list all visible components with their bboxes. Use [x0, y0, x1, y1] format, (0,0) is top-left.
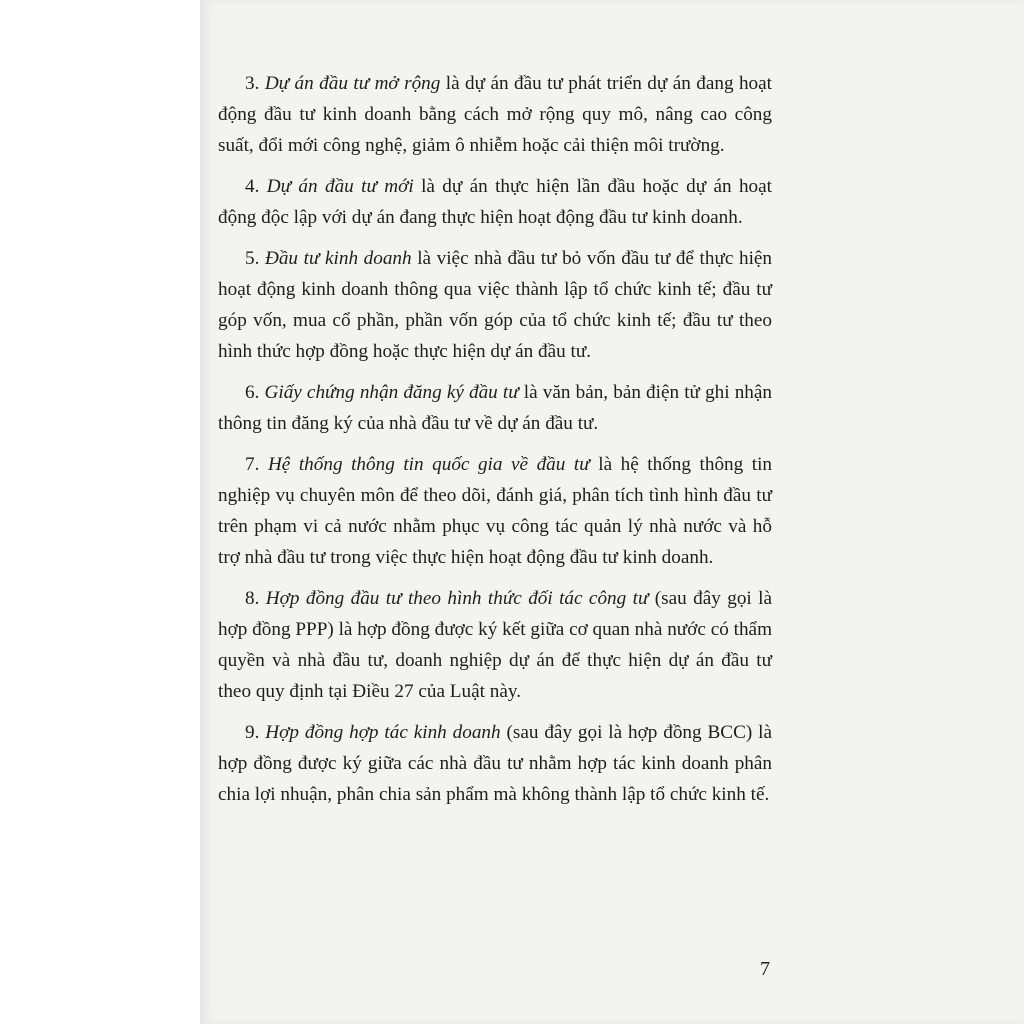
definition-text: là việc nhà đầu tư bỏ vốn đầu tư để thực hiện hoạt động kinh doanh thông qua việc thành lập tổ chức kinh tế; đầu tư góp vốn, mua cổ phần, phần vốn góp của tổ chức kinh tế; đầu tư theo hình thức hợp đồng hoặc thực hiện dự án đầu tư. — [218, 248, 773, 362]
paragraph-number: 9. — [245, 722, 260, 743]
definition-paragraph-6 — [218, 377, 772, 439]
definition-text: là dự án đầu tư phát triển dự án đang hoạt động đầu tư kinh doanh bằng cách mở rộng quy mô, nâng cao công suất, đổi mới công nghệ, giảm ô nhiễm hoặc cải thiện môi trường. — [218, 73, 772, 156]
paragraph-number: 3. — [245, 73, 260, 94]
definition-text: (sau đây gọi là hợp đồng PPP) là hợp đồng được ký kết giữa cơ quan nhà nước có thẩm quyền và nhà đầu tư, doanh nghiệp dự án để thực hiện dự án đầu tư theo quy định tại Điều 27 của Luật này. — [218, 588, 772, 702]
defined-term: Dự án đầu tư mở rộng — [264, 73, 441, 94]
paragraph-number: 4. — [245, 176, 260, 197]
definition-paragraph-5 — [218, 243, 772, 367]
paragraph-number: 6. — [245, 382, 260, 403]
defined-term: Dự án đầu tư mới — [266, 176, 414, 197]
definition-text: là hệ thống thông tin nghiệp vụ chuyên môn để theo dõi, đánh giá, phân tích tình hình đầu tư trên phạm vi cả nước nhằm phục vụ công tác quản lý nhà nước và hỗ trợ nhà đầu tư trong việc thực hiện hoạt động đầu tư kinh doanh. — [218, 454, 773, 568]
definition-paragraph-3 — [218, 68, 772, 161]
definition-paragraph-7 — [218, 449, 772, 573]
defined-term: Hợp đồng đầu tư theo hình thức đối tác công tư — [265, 588, 649, 609]
page-number: 7 — [760, 958, 770, 980]
definition-paragraph-9 — [218, 717, 772, 810]
defined-term: Giấy chứng nhận đăng ký đầu tư — [264, 382, 519, 403]
definition-paragraph-4 — [218, 171, 772, 233]
paragraph-number: 7. — [245, 454, 260, 475]
definition-text: là dự án thực hiện lần đầu hoặc dự án hoạt động độc lập với dự án đang thực hiện hoạt động đầu tư kinh doanh. — [218, 176, 772, 228]
definition-paragraph-8 — [218, 583, 772, 707]
paragraph-number: 5. — [245, 248, 260, 269]
defined-term: Hệ thống thông tin quốc gia về đầu tư — [267, 454, 590, 475]
defined-term: Hợp đồng hợp tác kinh doanh — [265, 722, 501, 743]
defined-term: Đầu tư kinh doanh — [264, 248, 412, 269]
definition-text: (sau đây gọi là hợp đồng BCC) là hợp đồng được ký giữa các nhà đầu tư nhằm hợp tác kinh doanh phân chia lợi nhuận, phân chia sản phẩm mà không thành lập tổ chức kinh tế. — [218, 722, 772, 805]
definition-text: là văn bản, bản điện tử ghi nhận thông tin đăng ký của nhà đầu tư về dự án đầu tư. — [218, 382, 773, 434]
paragraph-number: 8. — [245, 588, 260, 609]
page-body — [218, 68, 772, 820]
